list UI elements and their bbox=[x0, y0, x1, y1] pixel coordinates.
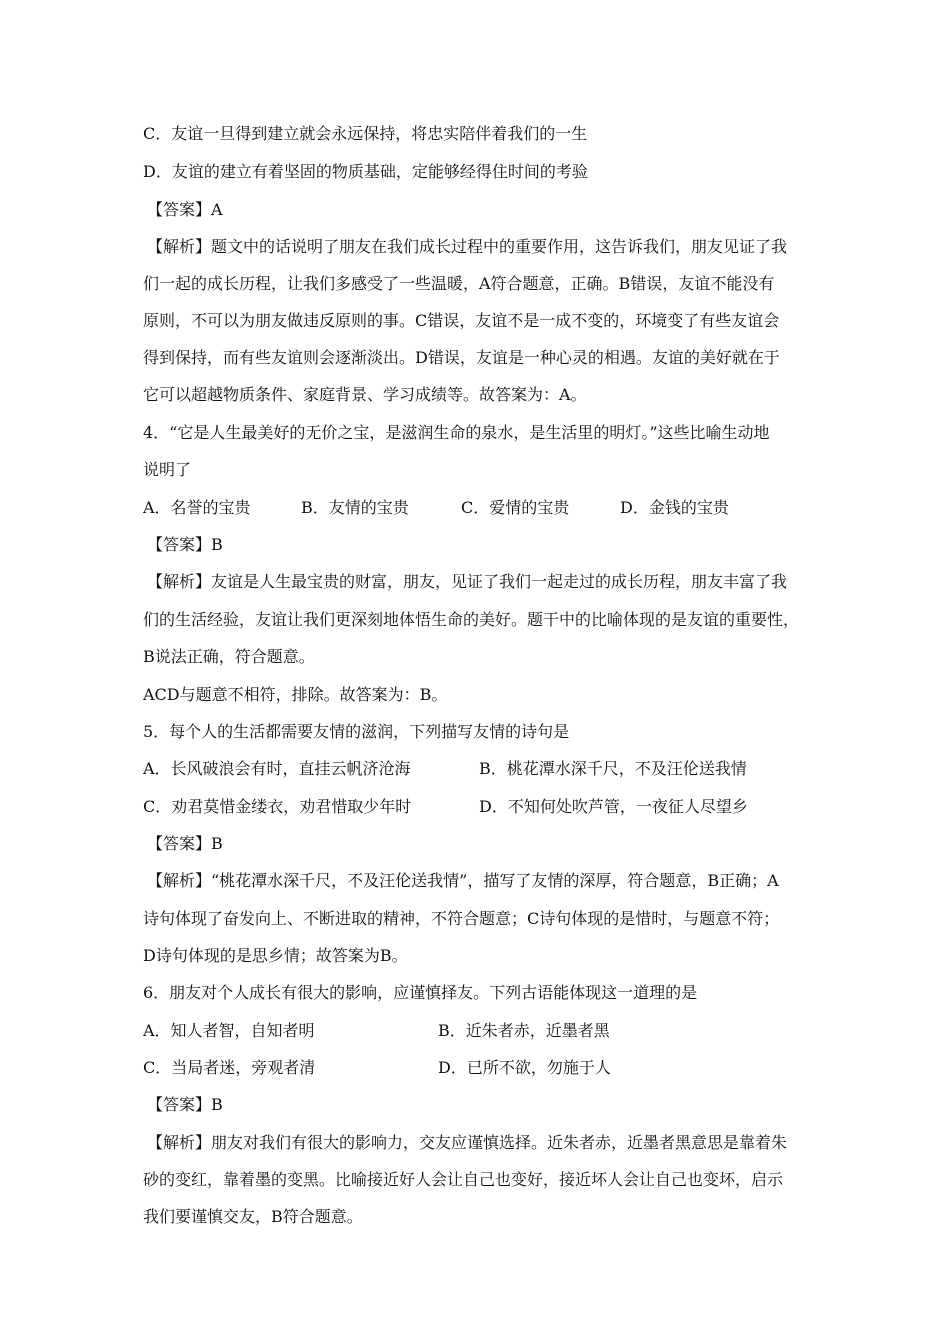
q5-options-row bbox=[143, 795, 813, 819]
q6-option-b: B．近朱者赤，近墨者黑 bbox=[438, 1021, 610, 1040]
q6-analysis-line: 【解析】朋友对我们有很大的影响力，交友应谨慎选择。近朱者赤，近墨者黑意思是靠着朱 bbox=[147, 1133, 788, 1152]
q6-option-c: C．当局者迷，旁观者清 bbox=[143, 1058, 316, 1077]
q5-stem: 5．每个人的生活都需要友情的滋润，下列描写友情的诗句是 bbox=[143, 722, 570, 741]
q5-analysis-line: 【解析】“桃花潭水深千尺，不及汪伦送我情”，描写了友情的深厚，符合题意，B正确；A bbox=[147, 871, 779, 890]
q6-answer: 【答案】B bbox=[147, 1095, 223, 1114]
q6-option-a: A．知人者智，自知者明 bbox=[143, 1021, 315, 1040]
q4-option-b: B．友情的宝贵 bbox=[301, 498, 409, 517]
q4-answer: 【答案】B bbox=[147, 535, 223, 554]
q5-option-b: B．桃花潭水深千尺，不及汪伦送我情 bbox=[479, 759, 747, 778]
q4-analysis-line: ACD与题意不相符，排除。故答案为：B。 bbox=[143, 685, 448, 704]
q5-answer: 【答案】B bbox=[147, 834, 223, 853]
q6-options-row bbox=[143, 1056, 813, 1080]
q3-analysis-line: 得到保持，而有些友谊则会逐渐淡出。D错误，友谊是一种心灵的相遇。友谊的美好就在于 bbox=[143, 348, 780, 367]
q3-option-d: D．友谊的建立有着坚固的物质基础，定能够经得住时间的考验 bbox=[143, 162, 588, 181]
q4-option-a: A．名誉的宝贵 bbox=[143, 498, 251, 517]
q3-analysis-line: 【解析】题文中的话说明了朋友在我们成长过程中的重要作用，这告诉我们，朋友见证了我 bbox=[147, 237, 788, 256]
q4-analysis-line: 们的生活经验，友谊让我们更深刻地体悟生命的美好。题干中的比喻体现的是友谊的重要性， bbox=[143, 610, 800, 629]
q6-analysis-line: 砂的变红，靠着墨的变黑。比喻接近好人会让自己也变好，接近坏人会让自己也变坏，启示 bbox=[143, 1170, 784, 1189]
q4-options-row bbox=[143, 496, 813, 520]
q5-option-a: A．长风破浪会有时，直挂云帆济沧海 bbox=[143, 759, 411, 778]
q3-option-c: C．友谊一旦得到建立就会永远保持，将忠实陪伴着我们的一生 bbox=[143, 124, 588, 143]
q5-option-d: D．不知何处吹芦管，一夜征人尽望乡 bbox=[479, 797, 748, 816]
q6-stem: 6．朋友对个人成长有很大的影响，应谨慎择友。下列古语能体现这一道理的是 bbox=[143, 983, 698, 1002]
q5-option-c: C．劝君莫惜金缕衣，劝君惜取少年时 bbox=[143, 797, 412, 816]
q4-analysis-line: B说法正确，符合题意。 bbox=[143, 647, 315, 666]
q3-analysis-line: 它可以超越物质条件、家庭背景、学习成绩等。故答案为：A。 bbox=[143, 385, 587, 404]
q5-analysis-line: D诗句体现的是思乡情；故答案为B。 bbox=[143, 946, 408, 965]
q4-stem-line: 4．“它是人生最美好的无价之宝，是滋润生命的泉水，是生活里的明灯。”这些比喻生动地 bbox=[143, 423, 770, 442]
q6-option-d: D．已所不欲，勿施于人 bbox=[438, 1058, 611, 1077]
q5-options-row bbox=[143, 757, 813, 781]
q6-options-row bbox=[143, 1019, 813, 1043]
q4-analysis-line: 【解析】友谊是人生最宝贵的财富，朋友，见证了我们一起走过的成长历程，朋友丰富了我 bbox=[147, 572, 788, 591]
q4-option-d: D．金钱的宝贵 bbox=[620, 498, 729, 517]
q3-analysis-line: 原则，不可以为朋友做违反原则的事。C错误，友谊不是一成不变的，环境变了有些友谊会 bbox=[143, 311, 780, 330]
q3-analysis-line: 们一起的成长历程，让我们多感受了一些温暖，A符合题意，正确。B错误，友谊不能没有 bbox=[143, 274, 775, 293]
q6-analysis-line: 我们要谨慎交友，B符合题意。 bbox=[143, 1207, 363, 1226]
q4-option-c: C．爱情的宝贵 bbox=[461, 498, 570, 517]
q4-stem-line: 说明了 bbox=[143, 460, 192, 479]
q3-answer: 【答案】A bbox=[147, 200, 223, 219]
q5-analysis-line: 诗句体现了奋发向上、不断进取的精神，不符合题意；C诗句体现的是惜时，与题意不符； bbox=[143, 909, 780, 928]
